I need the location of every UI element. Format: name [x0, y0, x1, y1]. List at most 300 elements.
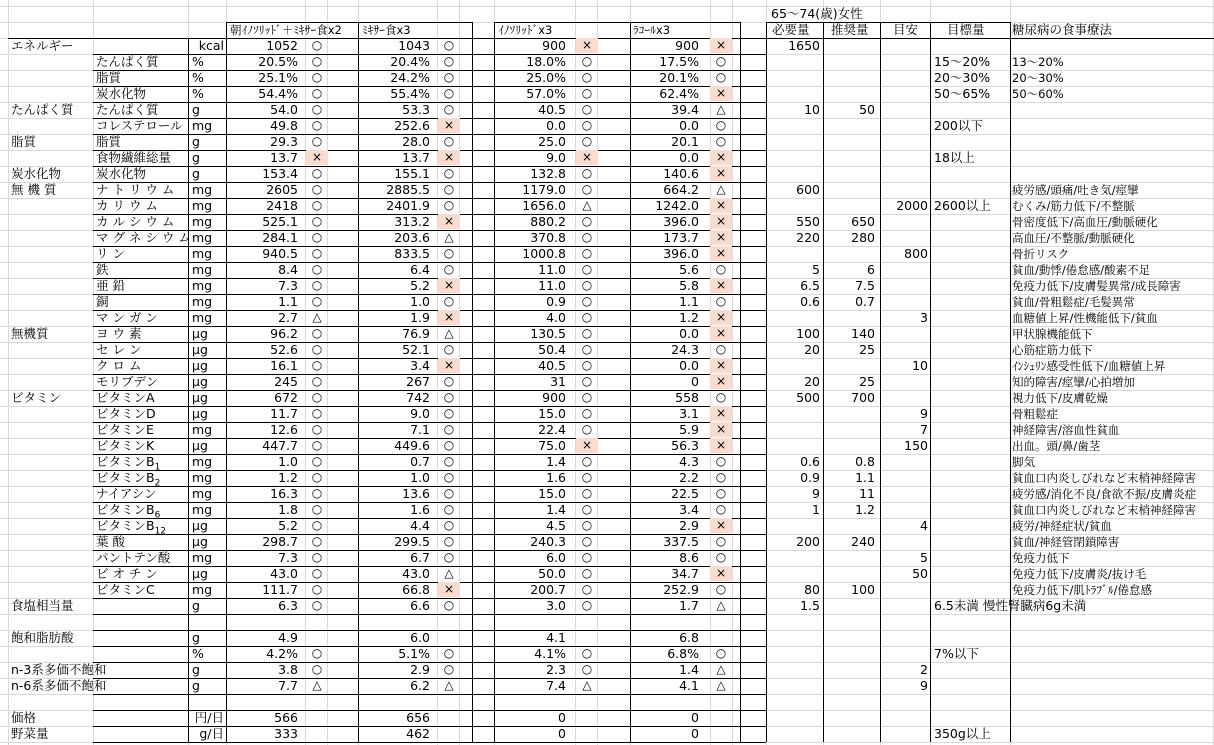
value-a[interactable]: 298.7 [262, 534, 298, 549]
value-c[interactable]: 0 [558, 710, 566, 725]
row-unit[interactable]: g [192, 630, 200, 645]
value-c[interactable]: 9.0 [546, 150, 566, 165]
mark-c[interactable]: ○ [581, 390, 593, 404]
value-a[interactable]: 5.2 [278, 518, 298, 533]
mark-c[interactable]: ○ [581, 246, 593, 260]
value-c[interactable]: 4.1 [546, 630, 566, 645]
value-d[interactable]: 4.1 [679, 678, 699, 693]
value-a[interactable]: 566 [274, 710, 298, 725]
value-a[interactable]: 29.3 [270, 134, 298, 149]
value-a[interactable]: 20.5% [258, 54, 298, 69]
row-unit[interactable]: mg [192, 246, 213, 261]
value-required[interactable]: 1 [812, 502, 820, 517]
value-b[interactable]: 2.9 [410, 662, 430, 677]
mark-c[interactable]: ○ [581, 166, 593, 180]
row-unit[interactable]: mg [192, 262, 213, 277]
mark-c[interactable]: ○ [581, 374, 593, 388]
value-b[interactable]: 6.6 [410, 598, 430, 613]
mark-a[interactable]: ○ [311, 422, 323, 436]
mark-c[interactable]: △ [582, 678, 592, 692]
mark-d[interactable]: △ [716, 182, 726, 196]
mark-b[interactable]: ○ [443, 182, 455, 196]
header-group[interactable]: 65～74(歳)女性 [771, 6, 863, 21]
value-diet[interactable]: 視力低下/皮膚乾燥 [1012, 391, 1108, 405]
value-b[interactable]: 1.6 [410, 502, 430, 517]
value-c[interactable]: 1.6 [546, 470, 566, 485]
value-recommended[interactable]: 240 [851, 534, 875, 549]
value-target[interactable]: 2600以上 [934, 198, 991, 213]
value-diet[interactable]: ｲﾝｼｭﾘﾝ感受性低下/血糖値上昇 [1012, 359, 1166, 373]
mark-c[interactable]: ○ [581, 646, 593, 660]
mark-b[interactable]: ○ [443, 662, 455, 676]
value-a[interactable]: 1.2 [278, 470, 298, 485]
row-item[interactable]: マ グ ネ シ ウ ム [96, 230, 191, 245]
value-c[interactable]: 4.0 [546, 310, 566, 325]
value-a[interactable]: 6.3 [278, 598, 298, 613]
value-b[interactable]: 6.2 [410, 678, 430, 693]
value-d[interactable]: 4.3 [679, 454, 699, 469]
value-required[interactable]: 600 [796, 182, 820, 197]
value-d[interactable]: 3.1 [679, 406, 699, 421]
mark-a[interactable]: ○ [311, 566, 323, 580]
value-recommended[interactable]: 6 [867, 262, 875, 277]
value-recommended[interactable]: 700 [851, 390, 875, 405]
value-diet[interactable]: 疲労/神経症状/貧血 [1012, 519, 1112, 533]
mark-c[interactable]: ○ [581, 454, 593, 468]
value-a[interactable]: 16.3 [270, 486, 298, 501]
header-col-b[interactable]: ﾐｷｻｰ食x3 [362, 23, 411, 37]
mark-d[interactable]: × [710, 166, 732, 181]
value-b[interactable]: 53.3 [402, 102, 430, 117]
value-diet[interactable]: 貧血口内炎しびれなど末梢神経障害 [1012, 471, 1196, 485]
value-b[interactable]: 742 [406, 390, 430, 405]
mark-d[interactable]: ○ [715, 582, 727, 596]
value-a[interactable]: 284.1 [262, 230, 298, 245]
value-diet[interactable]: 貧血/動悸/倦怠感/酸素不足 [1012, 263, 1151, 277]
row-unit[interactable]: μg [192, 374, 208, 389]
value-d[interactable]: 6.8% [667, 646, 699, 661]
value-b[interactable]: 5.2 [410, 278, 430, 293]
value-d[interactable]: 34.7 [671, 566, 699, 581]
mark-d[interactable]: × [710, 246, 732, 261]
value-required[interactable]: 5 [812, 262, 820, 277]
value-required[interactable]: 1.5 [800, 598, 820, 613]
mark-b[interactable]: × [438, 310, 460, 325]
mark-a[interactable]: ○ [311, 294, 323, 308]
row-unit[interactable]: mg [192, 182, 213, 197]
row-unit[interactable]: mg [192, 230, 213, 245]
mark-c[interactable]: ○ [581, 278, 593, 292]
value-required[interactable]: 550 [796, 214, 820, 229]
value-a[interactable]: 16.1 [270, 358, 298, 373]
mark-a[interactable]: ○ [311, 662, 323, 676]
mark-a[interactable]: × [306, 150, 328, 165]
value-d[interactable]: 0.0 [679, 326, 699, 341]
mark-a[interactable]: ○ [311, 102, 323, 116]
row-item[interactable]: 食物繊維総量 [96, 150, 172, 165]
mark-b[interactable]: × [438, 214, 460, 229]
value-c[interactable]: 31 [550, 374, 566, 389]
value-b[interactable]: 313.2 [394, 214, 430, 229]
mark-b[interactable]: ○ [443, 646, 455, 660]
value-recommended[interactable]: 1.2 [855, 502, 875, 517]
mark-a[interactable]: ○ [311, 454, 323, 468]
value-guide[interactable]: 800 [904, 246, 928, 261]
row-unit[interactable]: mg [192, 278, 213, 293]
mark-a[interactable]: ○ [311, 390, 323, 404]
value-d[interactable]: 0.0 [679, 118, 699, 133]
mark-d[interactable]: × [710, 406, 732, 421]
value-diet[interactable]: 心筋症筋力低下 [1012, 343, 1093, 357]
value-guide[interactable]: 50 [912, 566, 928, 581]
value-a[interactable]: 54.0 [270, 102, 298, 117]
mark-d[interactable]: × [710, 86, 732, 101]
mark-c[interactable]: ○ [581, 534, 593, 548]
row-item[interactable]: ビタミンD [96, 406, 156, 421]
value-c[interactable]: 75.0 [538, 438, 566, 453]
value-diet[interactable]: 知的障害/痙攣/心拍増加 [1012, 375, 1135, 389]
mark-b[interactable]: ○ [443, 454, 455, 468]
value-d[interactable]: 0 [691, 710, 699, 725]
mark-a[interactable]: ○ [311, 54, 323, 68]
mark-d[interactable]: × [710, 326, 732, 341]
mark-a[interactable]: ○ [311, 534, 323, 548]
mark-d[interactable]: × [710, 150, 732, 165]
mark-c[interactable]: ○ [581, 422, 593, 436]
mark-a[interactable]: ○ [311, 198, 323, 212]
value-diet[interactable]: 脚気 [1012, 455, 1035, 469]
row-item[interactable]: パントテン酸 [96, 550, 171, 565]
mark-c[interactable]: ○ [581, 486, 593, 500]
row-unit[interactable]: % [192, 86, 204, 101]
value-d[interactable]: 140.6 [663, 166, 699, 181]
row-unit[interactable]: mg [192, 470, 213, 485]
value-b[interactable]: 267 [406, 374, 430, 389]
value-recommended[interactable]: 0.8 [855, 454, 875, 469]
value-a[interactable]: 2418 [266, 198, 298, 213]
value-diet[interactable]: むくみ/筋力低下/不整脈 [1012, 199, 1135, 213]
value-d[interactable]: 20.1% [659, 70, 699, 85]
mark-b[interactable]: ○ [443, 598, 455, 612]
row-category[interactable]: 食塩相当量 [11, 598, 74, 613]
value-d[interactable]: 22.5 [671, 486, 699, 501]
value-d[interactable]: 0 [691, 374, 699, 389]
value-c[interactable]: 3.0 [546, 598, 566, 613]
value-b[interactable]: 0.7 [410, 454, 430, 469]
mark-b[interactable]: ○ [443, 518, 455, 532]
value-diet[interactable]: 骨粗鬆症 [1012, 407, 1058, 421]
value-c[interactable]: 25.0 [538, 134, 566, 149]
mark-c[interactable]: ○ [581, 182, 593, 196]
mark-c[interactable]: ○ [581, 230, 593, 244]
value-recommended[interactable]: 25 [859, 374, 875, 389]
mark-b[interactable]: ○ [443, 534, 455, 548]
mark-b[interactable]: × [438, 150, 460, 165]
value-d[interactable]: 24.3 [671, 342, 699, 357]
row-category[interactable]: たんぱく質 [11, 102, 74, 117]
value-c[interactable]: 15.0 [538, 486, 566, 501]
mark-c[interactable]: ○ [581, 358, 593, 372]
mark-a[interactable]: △ [312, 678, 322, 692]
value-b[interactable]: 9.0 [410, 406, 430, 421]
value-diet[interactable]: 免疫力低下 [1012, 551, 1070, 565]
row-unit[interactable]: mg [192, 550, 213, 565]
row-category[interactable]: 炭水化物 [11, 166, 62, 181]
row-unit[interactable]: g [192, 102, 200, 117]
mark-b[interactable]: △ [444, 678, 454, 692]
mark-d[interactable]: ○ [715, 534, 727, 548]
row-unit[interactable]: g [192, 598, 200, 613]
value-b[interactable]: 1043 [398, 38, 430, 53]
row-item[interactable]: マ ン ガ ン [96, 310, 158, 325]
row-unit[interactable]: g/日 [199, 726, 224, 741]
row-unit[interactable]: μg [192, 534, 208, 549]
mark-c[interactable]: ○ [581, 326, 593, 340]
mark-b[interactable]: ○ [443, 54, 455, 68]
value-c[interactable]: 11.0 [538, 278, 566, 293]
row-unit[interactable]: μg [192, 406, 208, 421]
value-d[interactable]: 5.6 [679, 262, 699, 277]
row-item[interactable]: 鉄 [96, 262, 109, 277]
row-item[interactable]: リ ン [96, 246, 125, 261]
value-a[interactable]: 3.8 [278, 662, 298, 677]
row-item[interactable]: ヨ ウ 素 [96, 326, 142, 341]
value-required[interactable]: 0.6 [800, 294, 820, 309]
value-a[interactable]: 1.8 [278, 502, 298, 517]
mark-b[interactable]: ○ [443, 406, 455, 420]
row-unit[interactable]: mg [192, 422, 213, 437]
value-c[interactable]: 6.0 [546, 550, 566, 565]
value-recommended[interactable]: 7.5 [855, 278, 875, 293]
mark-d[interactable]: × [710, 310, 732, 325]
mark-d[interactable]: ○ [715, 342, 727, 356]
mark-a[interactable]: ○ [311, 438, 323, 452]
value-c[interactable]: 11.0 [538, 262, 566, 277]
row-unit[interactable]: mg [192, 198, 213, 213]
value-b[interactable]: 7.1 [410, 422, 430, 437]
mark-c[interactable]: ○ [581, 550, 593, 564]
value-d[interactable]: 396.0 [663, 214, 699, 229]
value-c[interactable]: 1.4 [546, 454, 566, 469]
mark-c[interactable]: ○ [581, 518, 593, 532]
value-b[interactable]: 252.6 [394, 118, 430, 133]
value-required[interactable]: 500 [796, 390, 820, 405]
value-d[interactable]: 6.8 [679, 630, 699, 645]
mark-a[interactable]: ○ [311, 374, 323, 388]
mark-d[interactable]: ○ [715, 454, 727, 468]
value-a[interactable]: 49.8 [270, 118, 298, 133]
value-diet[interactable]: 骨折リスク [1012, 247, 1070, 261]
value-c[interactable]: 1656.0 [522, 198, 566, 213]
value-d[interactable]: 1.2 [679, 310, 699, 325]
mark-d[interactable]: × [710, 438, 732, 453]
value-required[interactable]: 200 [796, 534, 820, 549]
value-diet[interactable]: 免疫力低下/肌ﾄﾗﾌﾞﾙ/倦怠感 [1012, 583, 1152, 597]
mark-d[interactable]: ○ [715, 54, 727, 68]
mark-d[interactable]: × [710, 566, 732, 581]
value-a[interactable]: 1.1 [278, 294, 298, 309]
row-category[interactable]: 脂質 [11, 134, 37, 149]
value-b[interactable]: 13.6 [402, 486, 430, 501]
value-a[interactable]: 1.0 [278, 454, 298, 469]
row-category[interactable]: 価格 [11, 710, 37, 725]
value-a[interactable]: 2.7 [278, 310, 298, 325]
value-b[interactable]: 3.4 [410, 358, 430, 373]
mark-b[interactable]: ○ [443, 70, 455, 84]
value-c[interactable]: 0.9 [546, 294, 566, 309]
value-d[interactable]: 56.3 [671, 438, 699, 453]
mark-c[interactable]: ○ [581, 566, 593, 580]
value-recommended[interactable]: 100 [851, 582, 875, 597]
row-unit[interactable]: μg [192, 438, 208, 453]
mark-a[interactable]: ○ [311, 486, 323, 500]
value-required[interactable]: 220 [796, 230, 820, 245]
mark-b[interactable]: ○ [443, 38, 455, 52]
value-required[interactable]: 9 [812, 486, 820, 501]
value-d[interactable]: 173.7 [663, 230, 699, 245]
mark-d[interactable]: ○ [715, 118, 727, 132]
value-b[interactable]: 299.5 [394, 534, 430, 549]
value-b[interactable]: 6.4 [410, 262, 430, 277]
value-d[interactable]: 5.9 [679, 422, 699, 437]
header-required[interactable]: 必要量 [772, 22, 810, 37]
value-a[interactable]: 111.7 [262, 582, 298, 597]
header-target[interactable]: 目標量 [947, 22, 985, 37]
header-recommended[interactable]: 推奨量 [831, 22, 869, 37]
mark-d[interactable]: ○ [715, 646, 727, 660]
value-target[interactable]: 50～65% [934, 86, 991, 101]
value-b[interactable]: 6.0 [410, 630, 430, 645]
value-c[interactable]: 15.0 [538, 406, 566, 421]
value-c[interactable]: 50.0 [538, 566, 566, 581]
row-unit[interactable]: mg [192, 214, 213, 229]
value-b[interactable]: 1.0 [410, 294, 430, 309]
row-category[interactable]: エネルギー [11, 38, 74, 53]
value-a[interactable]: 7.3 [278, 550, 298, 565]
mark-b[interactable]: ○ [443, 134, 455, 148]
mark-a[interactable]: ○ [311, 358, 323, 372]
value-d[interactable]: 0.0 [679, 150, 699, 165]
value-a[interactable]: 245 [274, 374, 298, 389]
value-c[interactable]: 18.0% [526, 54, 566, 69]
mark-c[interactable]: × [576, 38, 598, 53]
mark-d[interactable]: ○ [715, 390, 727, 404]
row-unit[interactable]: μg [192, 358, 208, 373]
mark-d[interactable]: ○ [715, 550, 727, 564]
row-unit[interactable]: g [192, 134, 200, 149]
mark-c[interactable]: ○ [581, 470, 593, 484]
value-a[interactable]: 2605 [266, 182, 298, 197]
value-recommended[interactable]: 280 [851, 230, 875, 245]
value-b[interactable]: 13.7 [402, 150, 430, 165]
value-c[interactable]: 1179.0 [522, 182, 566, 197]
value-d[interactable]: 1.7 [679, 598, 699, 613]
mark-c[interactable]: ○ [581, 262, 593, 276]
mark-b[interactable]: ○ [443, 438, 455, 452]
value-required[interactable]: 80 [804, 582, 820, 597]
row-item[interactable]: カ ル シ ウ ム [96, 214, 175, 229]
row-category[interactable]: n-6系多価不飽和 [11, 678, 107, 693]
mark-b[interactable]: × [438, 278, 460, 293]
value-a[interactable]: 7.7 [278, 678, 298, 693]
mark-d[interactable]: ○ [715, 294, 727, 308]
value-diet[interactable]: 50～60% [1012, 87, 1064, 101]
value-target[interactable]: 6.5未満 慢性腎臓病6g未満 [934, 598, 1087, 613]
value-c[interactable]: 200.7 [530, 582, 566, 597]
value-a[interactable]: 12.6 [270, 422, 298, 437]
header-guide[interactable]: 目安 [893, 22, 919, 37]
value-b[interactable]: 66.8 [402, 582, 430, 597]
value-guide[interactable]: 5 [920, 550, 928, 565]
value-guide[interactable]: 2000 [896, 198, 928, 213]
row-item[interactable]: ビタミン$B_2$ [96, 470, 161, 489]
value-c[interactable]: 900 [542, 38, 566, 53]
value-a[interactable]: 7.3 [278, 278, 298, 293]
row-item[interactable]: ナイアシン [96, 486, 157, 501]
row-item[interactable]: ビタミンE [96, 422, 154, 437]
value-a[interactable]: 4.9 [278, 630, 298, 645]
mark-b[interactable]: × [438, 118, 460, 133]
row-item[interactable]: ビタミンA [96, 390, 155, 405]
mark-a[interactable]: ○ [311, 166, 323, 180]
row-category[interactable]: 野菜量 [11, 726, 49, 741]
value-diet[interactable]: 骨密度低下/高血圧/動脈硬化 [1012, 215, 1158, 229]
value-recommended[interactable]: 0.7 [855, 294, 875, 309]
mark-a[interactable]: ○ [311, 86, 323, 100]
value-required[interactable]: 20 [804, 374, 820, 389]
mark-d[interactable]: × [710, 198, 732, 213]
row-unit[interactable]: g [192, 150, 200, 165]
value-guide[interactable]: 4 [920, 518, 928, 533]
row-unit[interactable]: g [192, 662, 200, 677]
value-d[interactable]: 20.1 [671, 134, 699, 149]
mark-c[interactable]: ○ [581, 502, 593, 516]
value-required[interactable]: 20 [804, 342, 820, 357]
value-a[interactable]: 1052 [266, 38, 298, 53]
value-guide[interactable]: 150 [904, 438, 928, 453]
value-b[interactable]: 203.6 [394, 230, 430, 245]
mark-a[interactable]: ○ [311, 470, 323, 484]
row-item[interactable]: たんぱく質 [96, 54, 159, 69]
value-b[interactable]: 2401.9 [386, 198, 430, 213]
row-item[interactable]: 脂質 [96, 134, 122, 149]
row-unit[interactable]: mg [192, 118, 213, 133]
value-diet[interactable]: 貧血口内炎しびれなど末梢神経障害 [1012, 503, 1196, 517]
value-c[interactable]: 132.8 [530, 166, 566, 181]
value-diet[interactable]: 免疫力低下/皮膚髪異常/成長障害 [1012, 279, 1181, 293]
value-diet[interactable]: 甲状腺機能低下 [1012, 327, 1093, 341]
value-diet[interactable]: 貧血/神経管閉鎖障害 [1012, 535, 1120, 549]
row-item[interactable]: ビタミン$B_1$ [96, 454, 161, 473]
mark-c[interactable]: ○ [581, 598, 593, 612]
value-c[interactable]: 25.0% [526, 70, 566, 85]
value-d[interactable]: 3.4 [679, 502, 699, 517]
value-b[interactable]: 24.2% [390, 70, 430, 85]
value-a[interactable]: 333 [274, 726, 298, 741]
mark-c[interactable]: △ [582, 198, 592, 212]
value-c[interactable]: 22.4 [538, 422, 566, 437]
value-a[interactable]: 43.0 [270, 566, 298, 581]
value-a[interactable]: 940.5 [262, 246, 298, 261]
value-diet[interactable]: 血糖値上昇/性機能低下/貧血 [1012, 311, 1158, 325]
mark-a[interactable]: ○ [311, 550, 323, 564]
value-c[interactable]: 370.8 [530, 230, 566, 245]
mark-b[interactable]: ○ [443, 390, 455, 404]
row-unit[interactable]: mg [192, 486, 213, 501]
value-guide[interactable]: 9 [920, 406, 928, 421]
value-c[interactable]: 2.3 [546, 662, 566, 677]
row-category[interactable]: ビタミン [11, 390, 62, 405]
